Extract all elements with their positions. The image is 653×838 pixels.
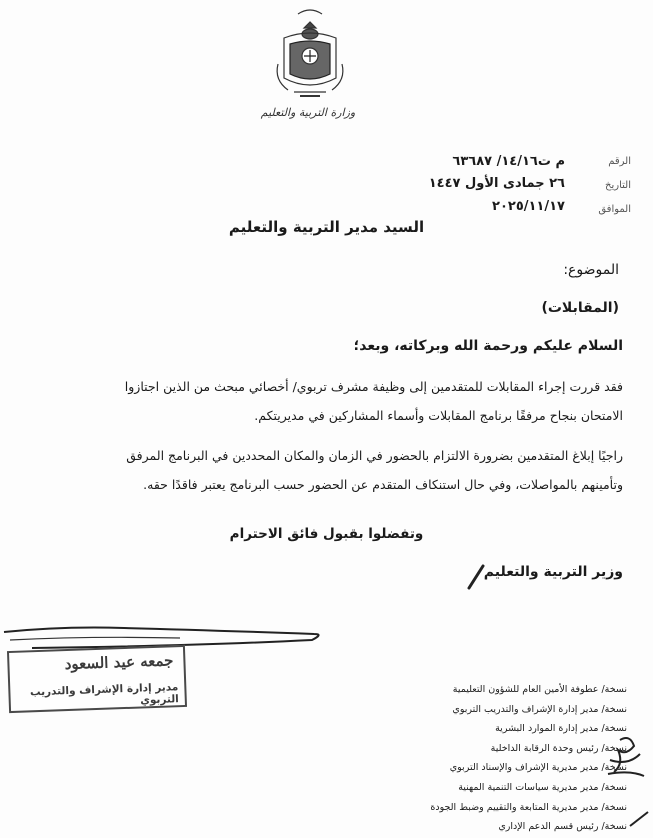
date-hijri: ٢٦ جمادى الأول ١٤٤٧ [428,176,565,191]
body-paragraph-2 [23,441,623,499]
subject-value: (المقابلات) [541,300,619,316]
initials-scribble-icon [600,730,652,838]
greeting: السلام عليكم ورحمة الله وبركاته، وبعد؛ [353,338,623,354]
ministry-header: وزارة التربية والتعليم [260,106,356,119]
match-label: الموافق [598,204,631,215]
body-line: فقد قررت إجراء المقابلات للمتقدمين إلى وظيفة مشرف تربوي/ أخصائي مبحث من الذين اجتازوا [124,379,623,394]
cc-item: نسخة/ رئيس قسم الدعم الإداري [498,821,627,833]
cc-item: نسخة/ مدير مديرية سياسات التنمية المهنية [458,781,627,793]
cc-item: نسخة/ مدير إدارة الإشراف والتدريب التربوي [452,703,627,715]
cc-item: نسخة/ مدير مديرية الإشراف والإسناد التربوي [449,762,627,774]
cc-list [430,680,627,837]
date-label: التاريخ [605,180,631,191]
stamp-name: جمعه عيد السعود [64,651,174,674]
body-paragraph-1 [23,372,623,430]
cc-item: نسخة/ عطوفة الأمين العام للشؤون التعليمية [452,684,627,695]
cc-item: نسخة/ رئيس وحدة الرقابة الداخلية [490,742,627,754]
cc-item: نسخة/ مدير مديرية المتابعة والتقييم وضبط الجودة [430,801,627,813]
body-line: الامتحان بنجاح مرفقًا برنامج المقابلات وأسماء المشاركين في مديريتكم. [254,408,623,423]
coat-of-arms-icon [270,4,350,104]
body-line: وتأمينهم بالمواصلات، وفي حال استنكاف المتقدم عن الحضور حسب البرنامج يعتبر فاقدًا حقه. [143,477,623,492]
addressee: السيد مدير التربية والتعليم [228,218,425,236]
subject-label: الموضوع: [563,262,619,278]
date-gregorian: ٢٠٢٥/١١/١٧ [492,199,565,214]
reference-number: م ت١٤/١٦/ ٦٣٦٨٧ [452,154,565,169]
cc-item: نسخة/ مدير إدارة الموارد البشرية [495,723,627,735]
signature-mark-icon [461,562,501,592]
body-line: راجيًا إبلاغ المتقدمين بضرورة الالتزام بالحضور في الزمان والمكان المحددين في البرنامج المرفق [126,448,623,463]
closing: وتفضلوا بقبول فائق الاحترام [229,526,424,542]
stamp-title: مدير إدارة الإشراف والتدريب التربوي [29,681,179,707]
official-stamp [7,645,187,713]
signatory: وزير التربية والتعليم [483,564,623,580]
reference-number-label: الرقم [608,156,631,167]
